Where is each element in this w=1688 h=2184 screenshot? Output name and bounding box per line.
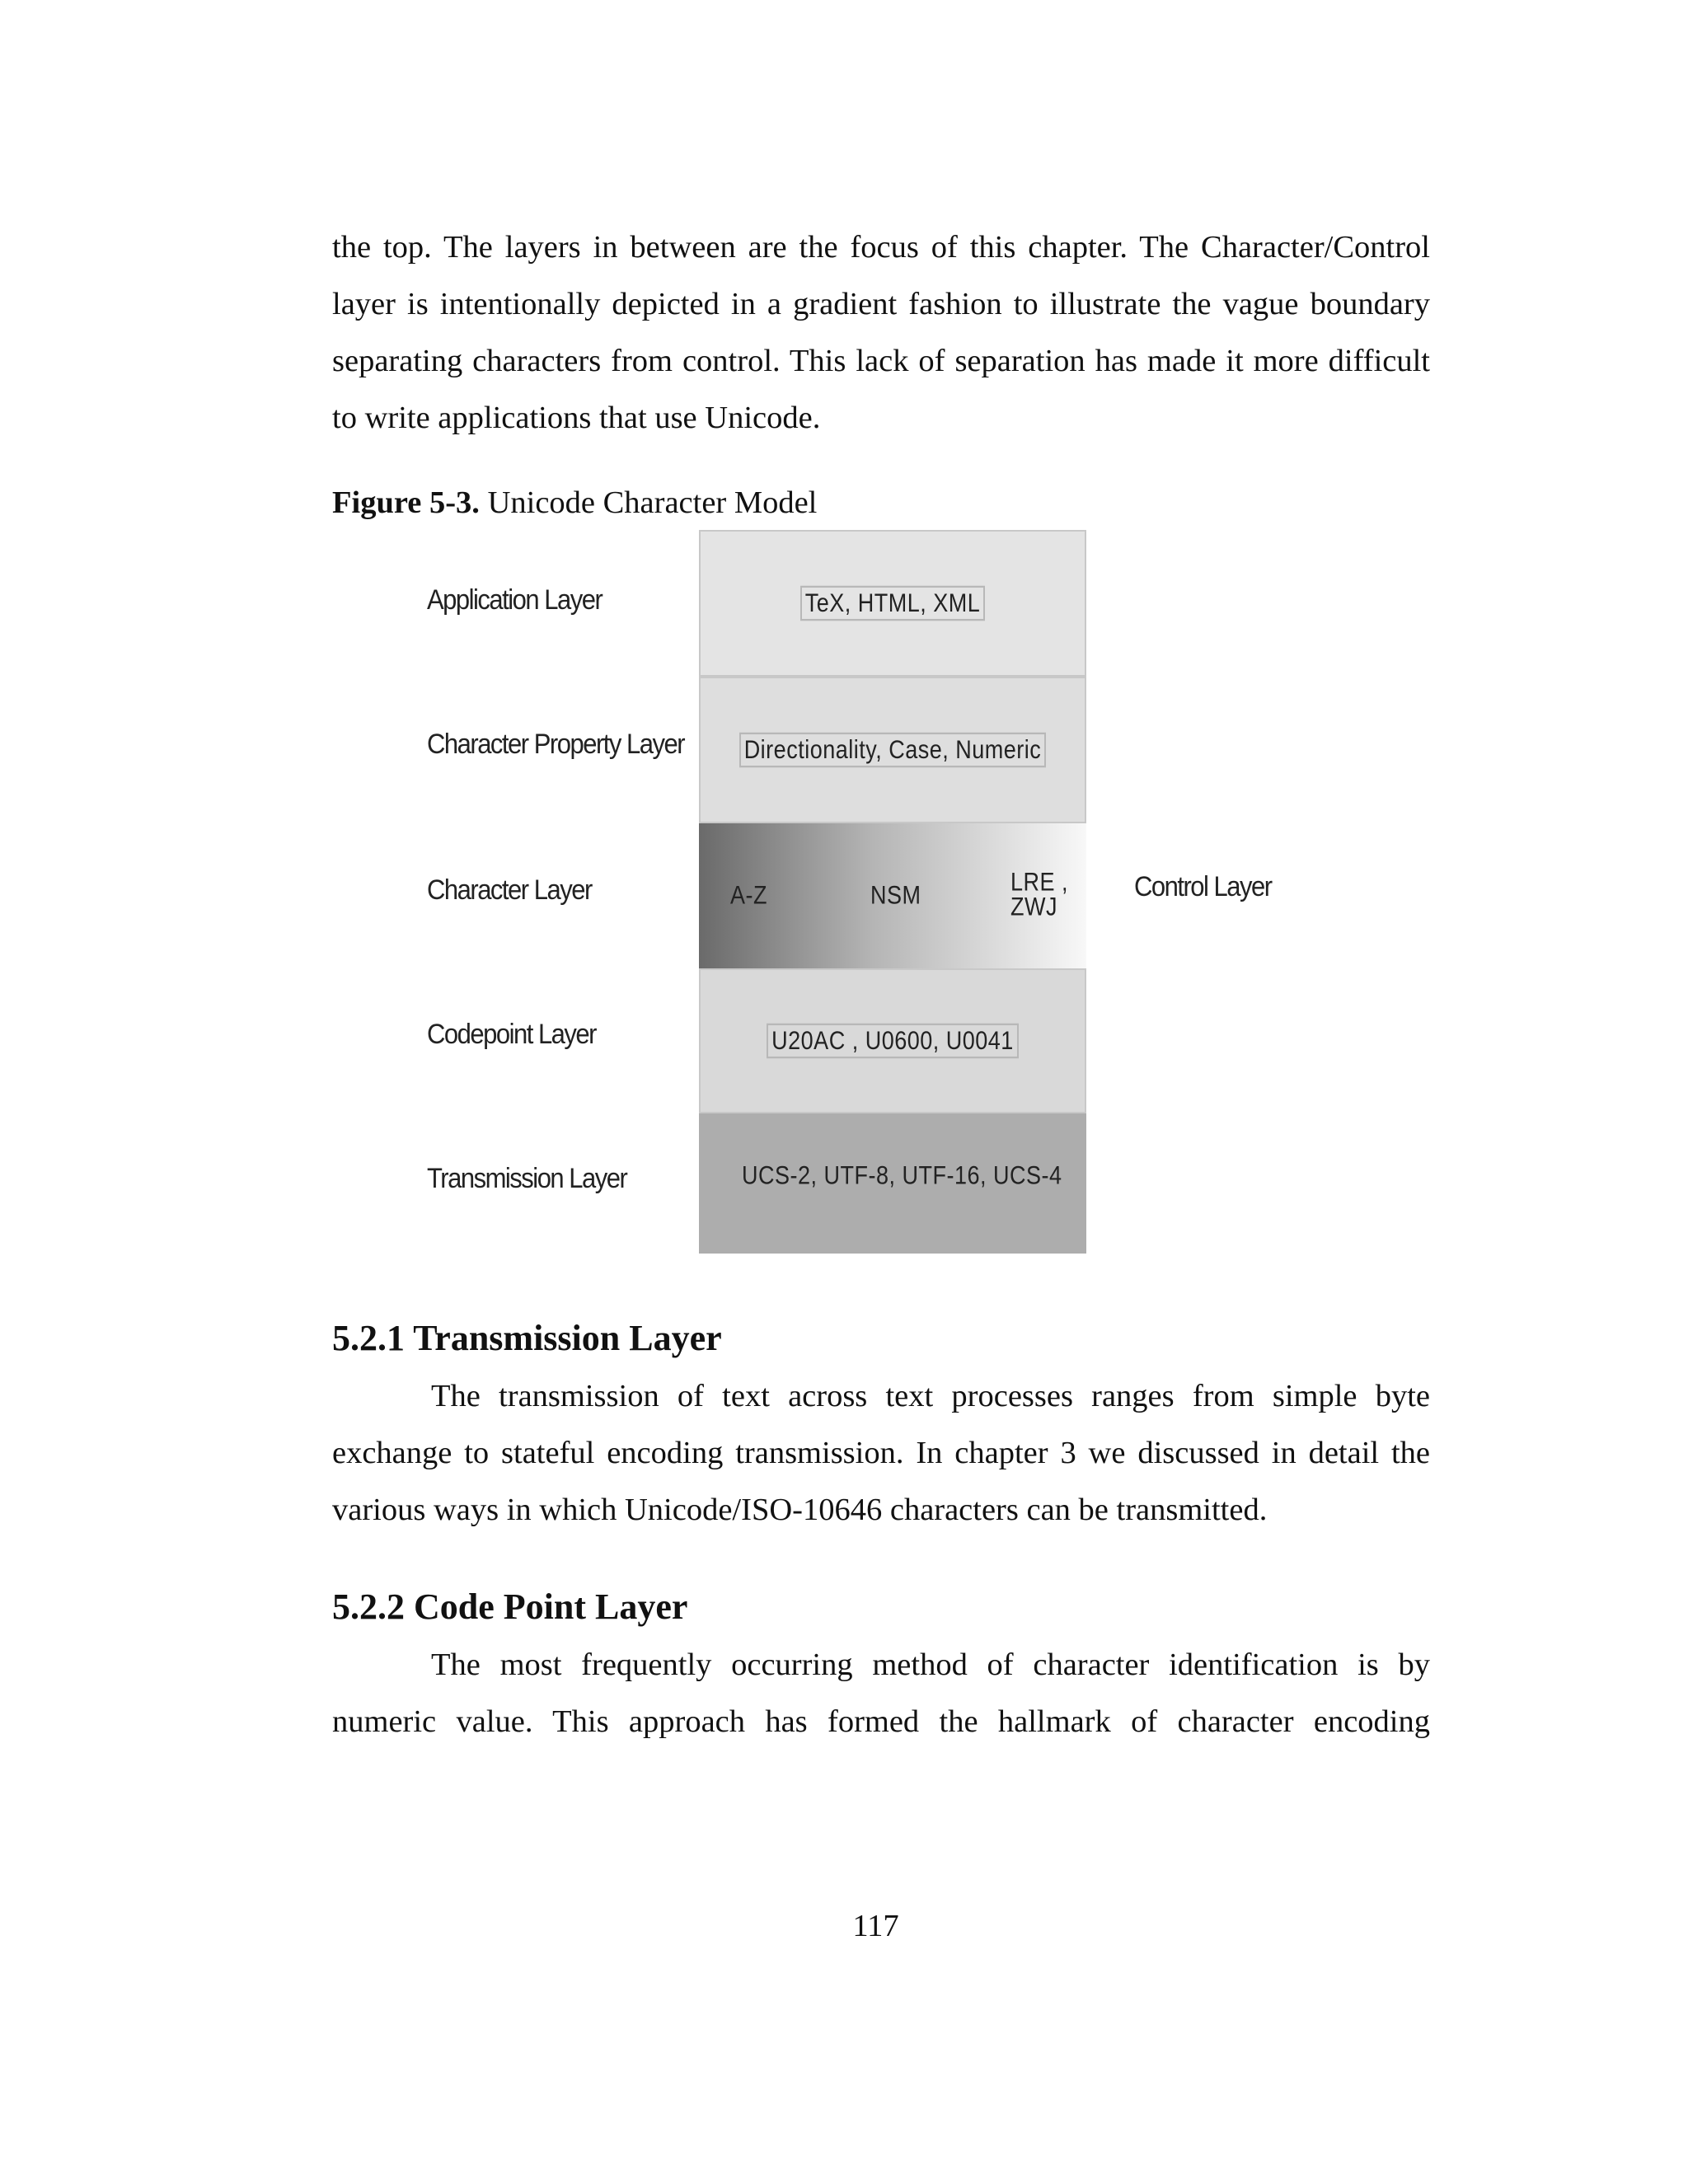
intro-line-2: layer is intentionally depicted in a gradient fashion to illustrate the vague boundary [332, 287, 1430, 321]
transmission-layer-box [699, 1113, 1086, 1254]
intro-paragraph [332, 219, 1430, 447]
codepoint-layer-box [699, 968, 1086, 1113]
intro-line-4: to write applications that use Unicode. [332, 401, 821, 435]
character-layer-box [699, 823, 1086, 968]
layer-label-character-property: Character Property Layer [427, 727, 685, 761]
figure-caption-text: Unicode Character Model [487, 485, 818, 520]
section-heading-code-point: 5.2.2 Code Point Layer [332, 1586, 688, 1627]
transmission-line-3: various ways in which Unicode/ISO-10646 characters can be transmitted. [332, 1493, 1268, 1527]
page-number: 117 [852, 1909, 899, 1943]
application-layer-content: TeX, HTML, XML [800, 586, 986, 621]
character-property-layer-box [699, 677, 1086, 823]
transmission-line-2: exchange to stateful encoding transmission. In chapter 3 we discussed in detail the [332, 1436, 1430, 1470]
character-property-layer-content: Directionality, Case, Numeric [739, 733, 1047, 768]
layer-label-transmission: Transmission Layer [427, 1161, 627, 1195]
figure-caption [332, 478, 817, 527]
character-layer-item-lre: LRE , [1010, 867, 1069, 897]
intro-line-1: the top. The layers in between are the focus of this chapter. The Character/Control [332, 230, 1430, 265]
character-layer-item-zwj: ZWJ [1010, 892, 1057, 921]
code-point-paragraph [332, 1637, 1430, 1750]
transmission-paragraph [332, 1368, 1430, 1539]
layer-label-application: Application Layer [427, 583, 603, 616]
layer-label-codepoint: Codepoint Layer [427, 1017, 596, 1051]
intro-line-3: separating characters from control. This lack of separation has made it more difficult [332, 344, 1430, 378]
character-layer-item-nsm: NSM [870, 880, 921, 910]
codepoint-layer-content: U20AC , U0600, U0041 [767, 1024, 1019, 1059]
character-layer-item-az: A-Z [730, 880, 767, 910]
code-point-line-1: The most frequently occurring method of character identification is by [431, 1647, 1430, 1682]
figure-caption-label: Figure 5-3. [332, 485, 480, 520]
control-layer-label: Control Layer [1134, 869, 1272, 903]
transmission-line-1: The transmission of text across text processes ranges from simple byte [431, 1379, 1430, 1413]
application-layer-box [699, 530, 1086, 677]
section-heading-transmission: 5.2.1 Transmission Layer [332, 1318, 722, 1358]
layer-label-character: Character Layer [427, 873, 592, 907]
code-point-line-2: numeric value. This approach has formed the hallmark of character encoding [332, 1704, 1430, 1739]
transmission-layer-content: UCS-2, UTF-8, UTF-16, UCS-4 [742, 1160, 1062, 1190]
